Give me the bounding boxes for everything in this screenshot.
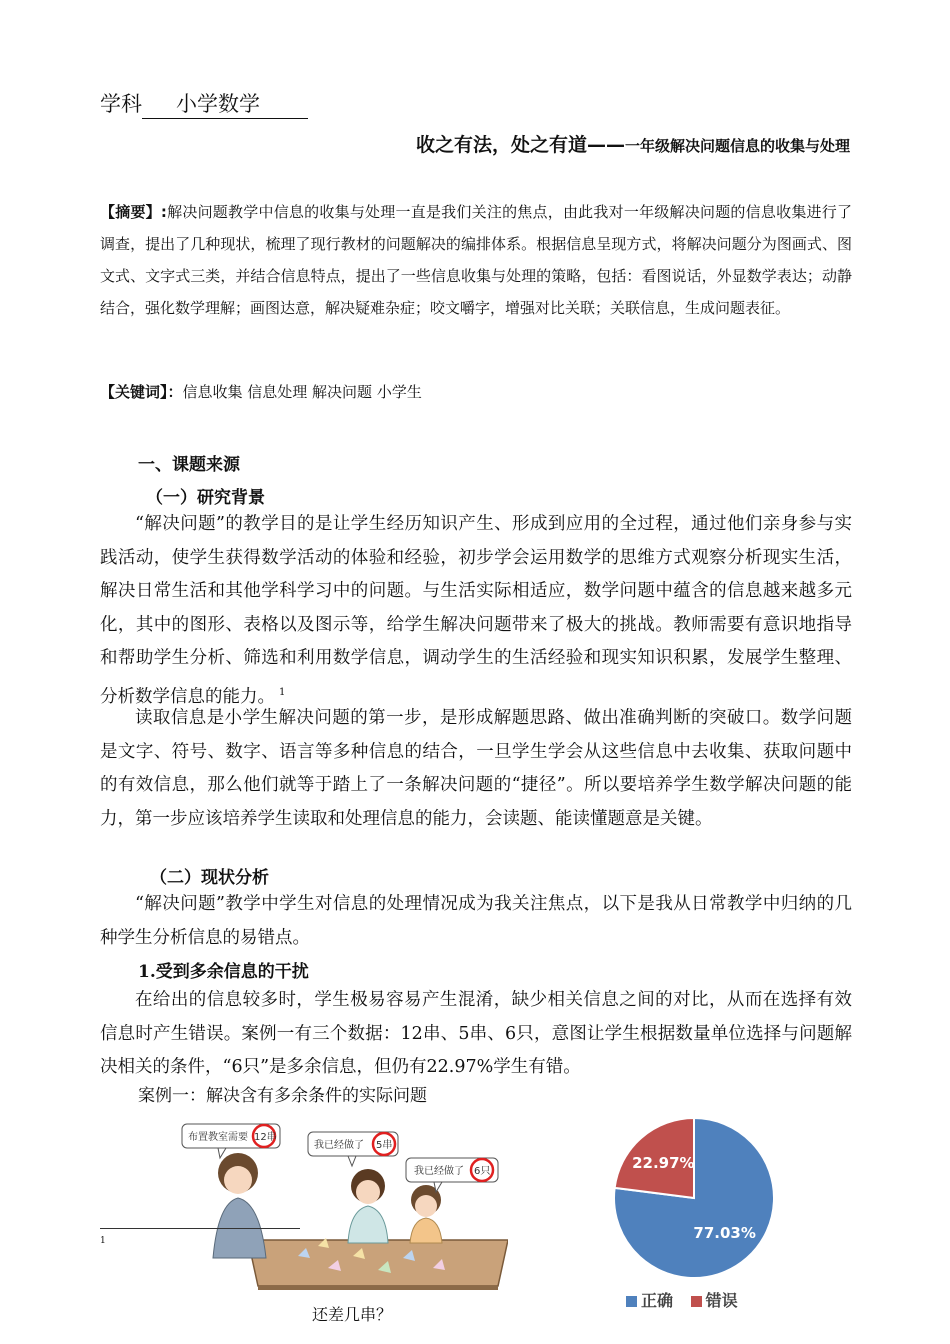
paragraph-reading-info: 读取信息是小学生解决问题的第一步，是形成解题思路、做出准确判断的突破口。数学问题是文字、符号、数字、语言等多种信息的结合，一旦学生学会从这些信息中去收集、获取问题中的有效信息，那么他们就等于踏上了一条解决问题的“捷径”。所以要培养学生数学解决问题的能力，第一步应该培养学生读取和处理信息的能力，会读题、能读懂题意是关键。 [100, 708, 852, 829]
bubble2-prefix: 我已经做了 [314, 1140, 364, 1151]
title-main: 收之有法，处之有道—— [415, 134, 625, 156]
paragraph-background [100, 508, 852, 714]
paragraph-redundant-info: 在给出的信息较多时，学生极易容易产生混淆，缺少相关信息之间的对比，从而在选择有效信息时产生错误。案例一有三个数据：12串、5串、6只，意图让学生根据数量单位选择与问题解决相关的条件，“6只”是多余信息，但仍有22.97%学生有错。 [100, 990, 852, 1077]
pie-legend [626, 1288, 738, 1311]
legend-label-wrong: 错误 [705, 1291, 738, 1310]
bubble1-prefix: 布置教室需要 [188, 1132, 248, 1143]
subsection-heading-analysis: （二）现状分析 [150, 868, 269, 888]
subsection-heading-background: （一）研究背景 [146, 488, 265, 508]
bubble2-circled: 5串 [376, 1140, 393, 1151]
footnote-ref: 1 [279, 686, 286, 698]
keywords [100, 381, 422, 402]
legend-swatch-correct [626, 1296, 637, 1307]
bubble3-circled: 6只 [474, 1166, 491, 1177]
keywords-text: 信息收集 信息处理 解决问题 小学生 [182, 383, 422, 401]
section-heading: 一、课题来源 [138, 455, 240, 475]
point-heading: 1.受到多余信息的干扰 [138, 962, 309, 982]
subject-label: 学科 [100, 92, 142, 116]
paper-title [416, 130, 850, 157]
illustration-caption: 还差几串？ [312, 1305, 393, 1324]
pie-label-wrong: 22.97% [632, 1154, 695, 1173]
classroom-illustration [178, 1118, 508, 1290]
subject-value: 小学数学 [142, 88, 308, 119]
bubble3-prefix: 我已经做了 [414, 1166, 464, 1177]
paragraph-background-text: “解决问题”的教学目的是让学生经历知识产生、形成到应用的全过程，通过他们亲身参与实践活动，使学生获得数学活动的体验和经验，初步学会运用数学的思维方式观察分析现实生活，解决日常生活和其他学科学习中的问题。与生活实际相适应，数学问题中蕴含的信息越来越多元化，其中的图形、表格以及图示等，给学生解决问题带来了极大的挑战。教师需要有意识地指导和帮助学生分析、筛选和利用数学信息，调动学生的生活经验和现实知识积累，发展学生整理、分析数学信息的能力。 [100, 514, 852, 707]
legend-label-correct: 正确 [641, 1291, 674, 1310]
abstract-label: 【摘要】: [100, 203, 167, 221]
paragraph-analysis: “解决问题”教学中学生对信息的处理情况成为我关注焦点，以下是我从日常教学中归纳的几种学生分析信息的易错点。 [100, 894, 852, 948]
title-sub: 一年级解决问题信息的收集与处理 [624, 137, 850, 155]
legend-swatch-wrong [691, 1296, 702, 1307]
pie-label-correct: 77.03% [693, 1223, 756, 1242]
case-label: 案例一：解决含有多余条件的实际问题 [138, 1086, 427, 1106]
footnote-number: 1 [100, 1236, 106, 1246]
bubble1-circled: 12串 [254, 1132, 277, 1143]
abstract [100, 196, 852, 324]
keywords-label: 【关键词】： [100, 383, 183, 401]
footnote-divider [100, 1228, 300, 1229]
pie-chart [612, 1116, 776, 1280]
subject-line [100, 88, 308, 119]
abstract-text: 解决问题教学中信息的收集与处理一直是我们关注的焦点，由此我对一年级解决问题的信息收集进行了调查，提出了几种现状，梳理了现行教材的问题解决的编排体系。根据信息呈现方式，将解决问题分为图画式、图文式、文字式三类，并结合信息特点，提出了一些信息收集与处理的策略，包括：看图说话，外显数学表达；动静结合，强化数学理解；画图达意，解决疑难杂症；咬文嚼字，增强对比关联；关联信息，生成问题表征。 [100, 203, 852, 317]
